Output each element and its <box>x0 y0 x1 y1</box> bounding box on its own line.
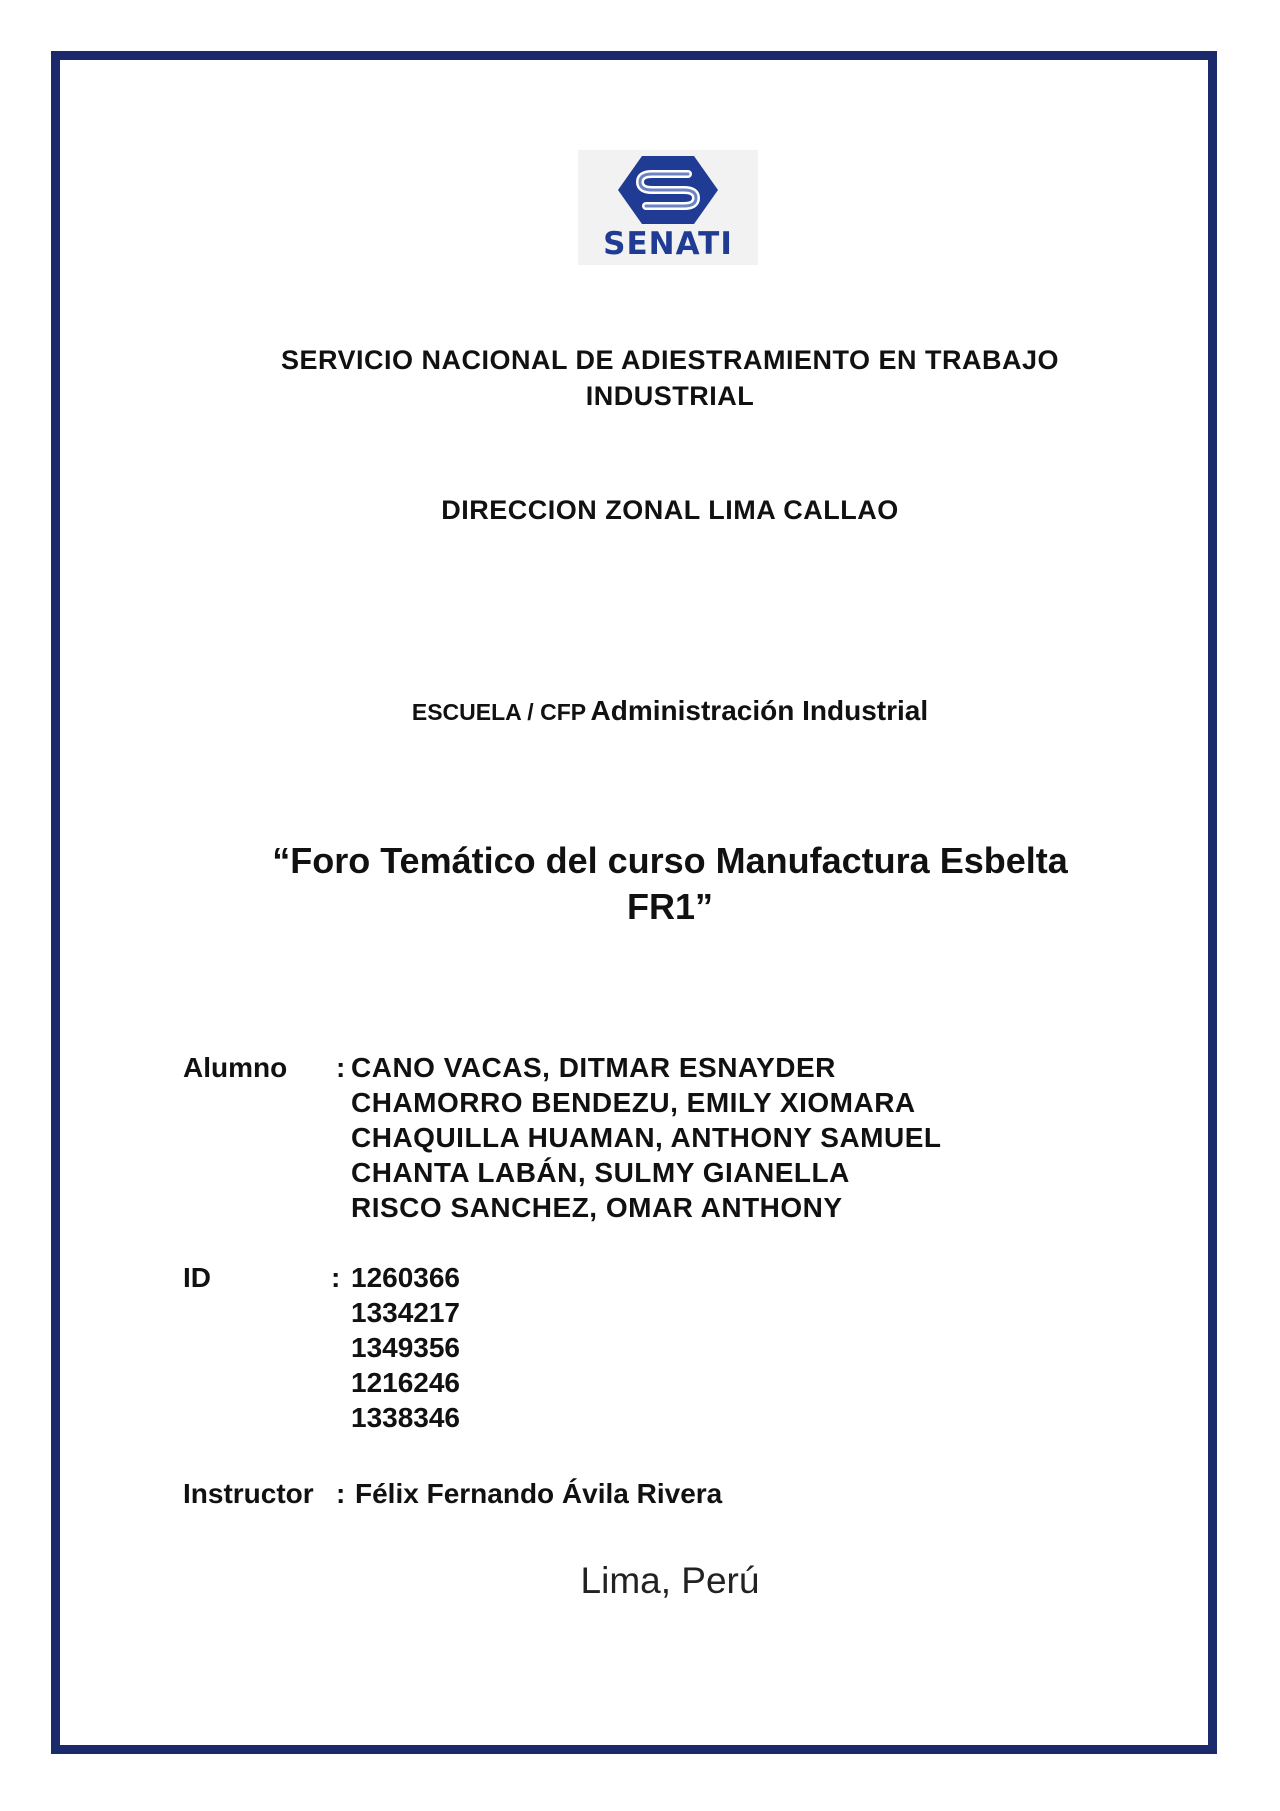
instructor-separator: : <box>336 1478 346 1509</box>
student-name: CANO VACAS, DITMAR ESNAYDER <box>351 1052 836 1083</box>
title-line-1: “Foro Temático del curso Manufactura Esbelta <box>272 840 1068 881</box>
student-name: CHAQUILLA HUAMAN, ANTHONY SAMUEL <box>351 1122 942 1153</box>
place-location: Lima, Perú <box>580 1560 760 1601</box>
institution-line-1: SERVICIO NACIONAL DE ADIESTRAMIENTO EN TRABAJO <box>280 345 1060 375</box>
student-id: 1349356 <box>351 1332 461 1363</box>
students-list <box>351 1050 942 1225</box>
instructor-label: Instructor <box>183 1478 314 1509</box>
institution-name <box>210 342 1130 414</box>
students-label: Alumno <box>183 1052 288 1083</box>
logo-wordmark: SENATI <box>603 226 733 262</box>
school-name: Administración Industrial <box>590 695 929 726</box>
senati-logo <box>578 150 758 265</box>
instructor-name: Félix Fernando Ávila Rivera <box>355 1478 723 1509</box>
student-id: 1334217 <box>351 1297 461 1328</box>
senati-hexagon-s-icon <box>616 154 720 226</box>
document-title <box>200 838 1140 930</box>
ids-list <box>351 1260 460 1435</box>
title-line-2: FR1” <box>626 886 713 927</box>
ids-separator: : <box>331 1262 341 1293</box>
student-name: CHAMORRO BENDEZU, EMILY XIOMARA <box>351 1087 916 1118</box>
ids-label: ID <box>183 1262 211 1293</box>
student-id: 1260366 <box>351 1262 461 1293</box>
zonal-direction: DIRECCION ZONAL LIMA CALLAO <box>441 495 899 525</box>
student-id: 1338346 <box>351 1402 461 1433</box>
school-prefix: ESCUELA / CFP <box>411 699 587 725</box>
school-line <box>210 693 1130 734</box>
students-separator: : <box>336 1052 346 1083</box>
student-name: CHANTA LABÁN, SULMY GIANELLA <box>351 1157 850 1188</box>
student-id: 1216246 <box>351 1367 461 1398</box>
institution-line-2: INDUSTRIAL <box>585 381 755 411</box>
student-name: RISCO SANCHEZ, OMAR ANTHONY <box>351 1192 843 1223</box>
